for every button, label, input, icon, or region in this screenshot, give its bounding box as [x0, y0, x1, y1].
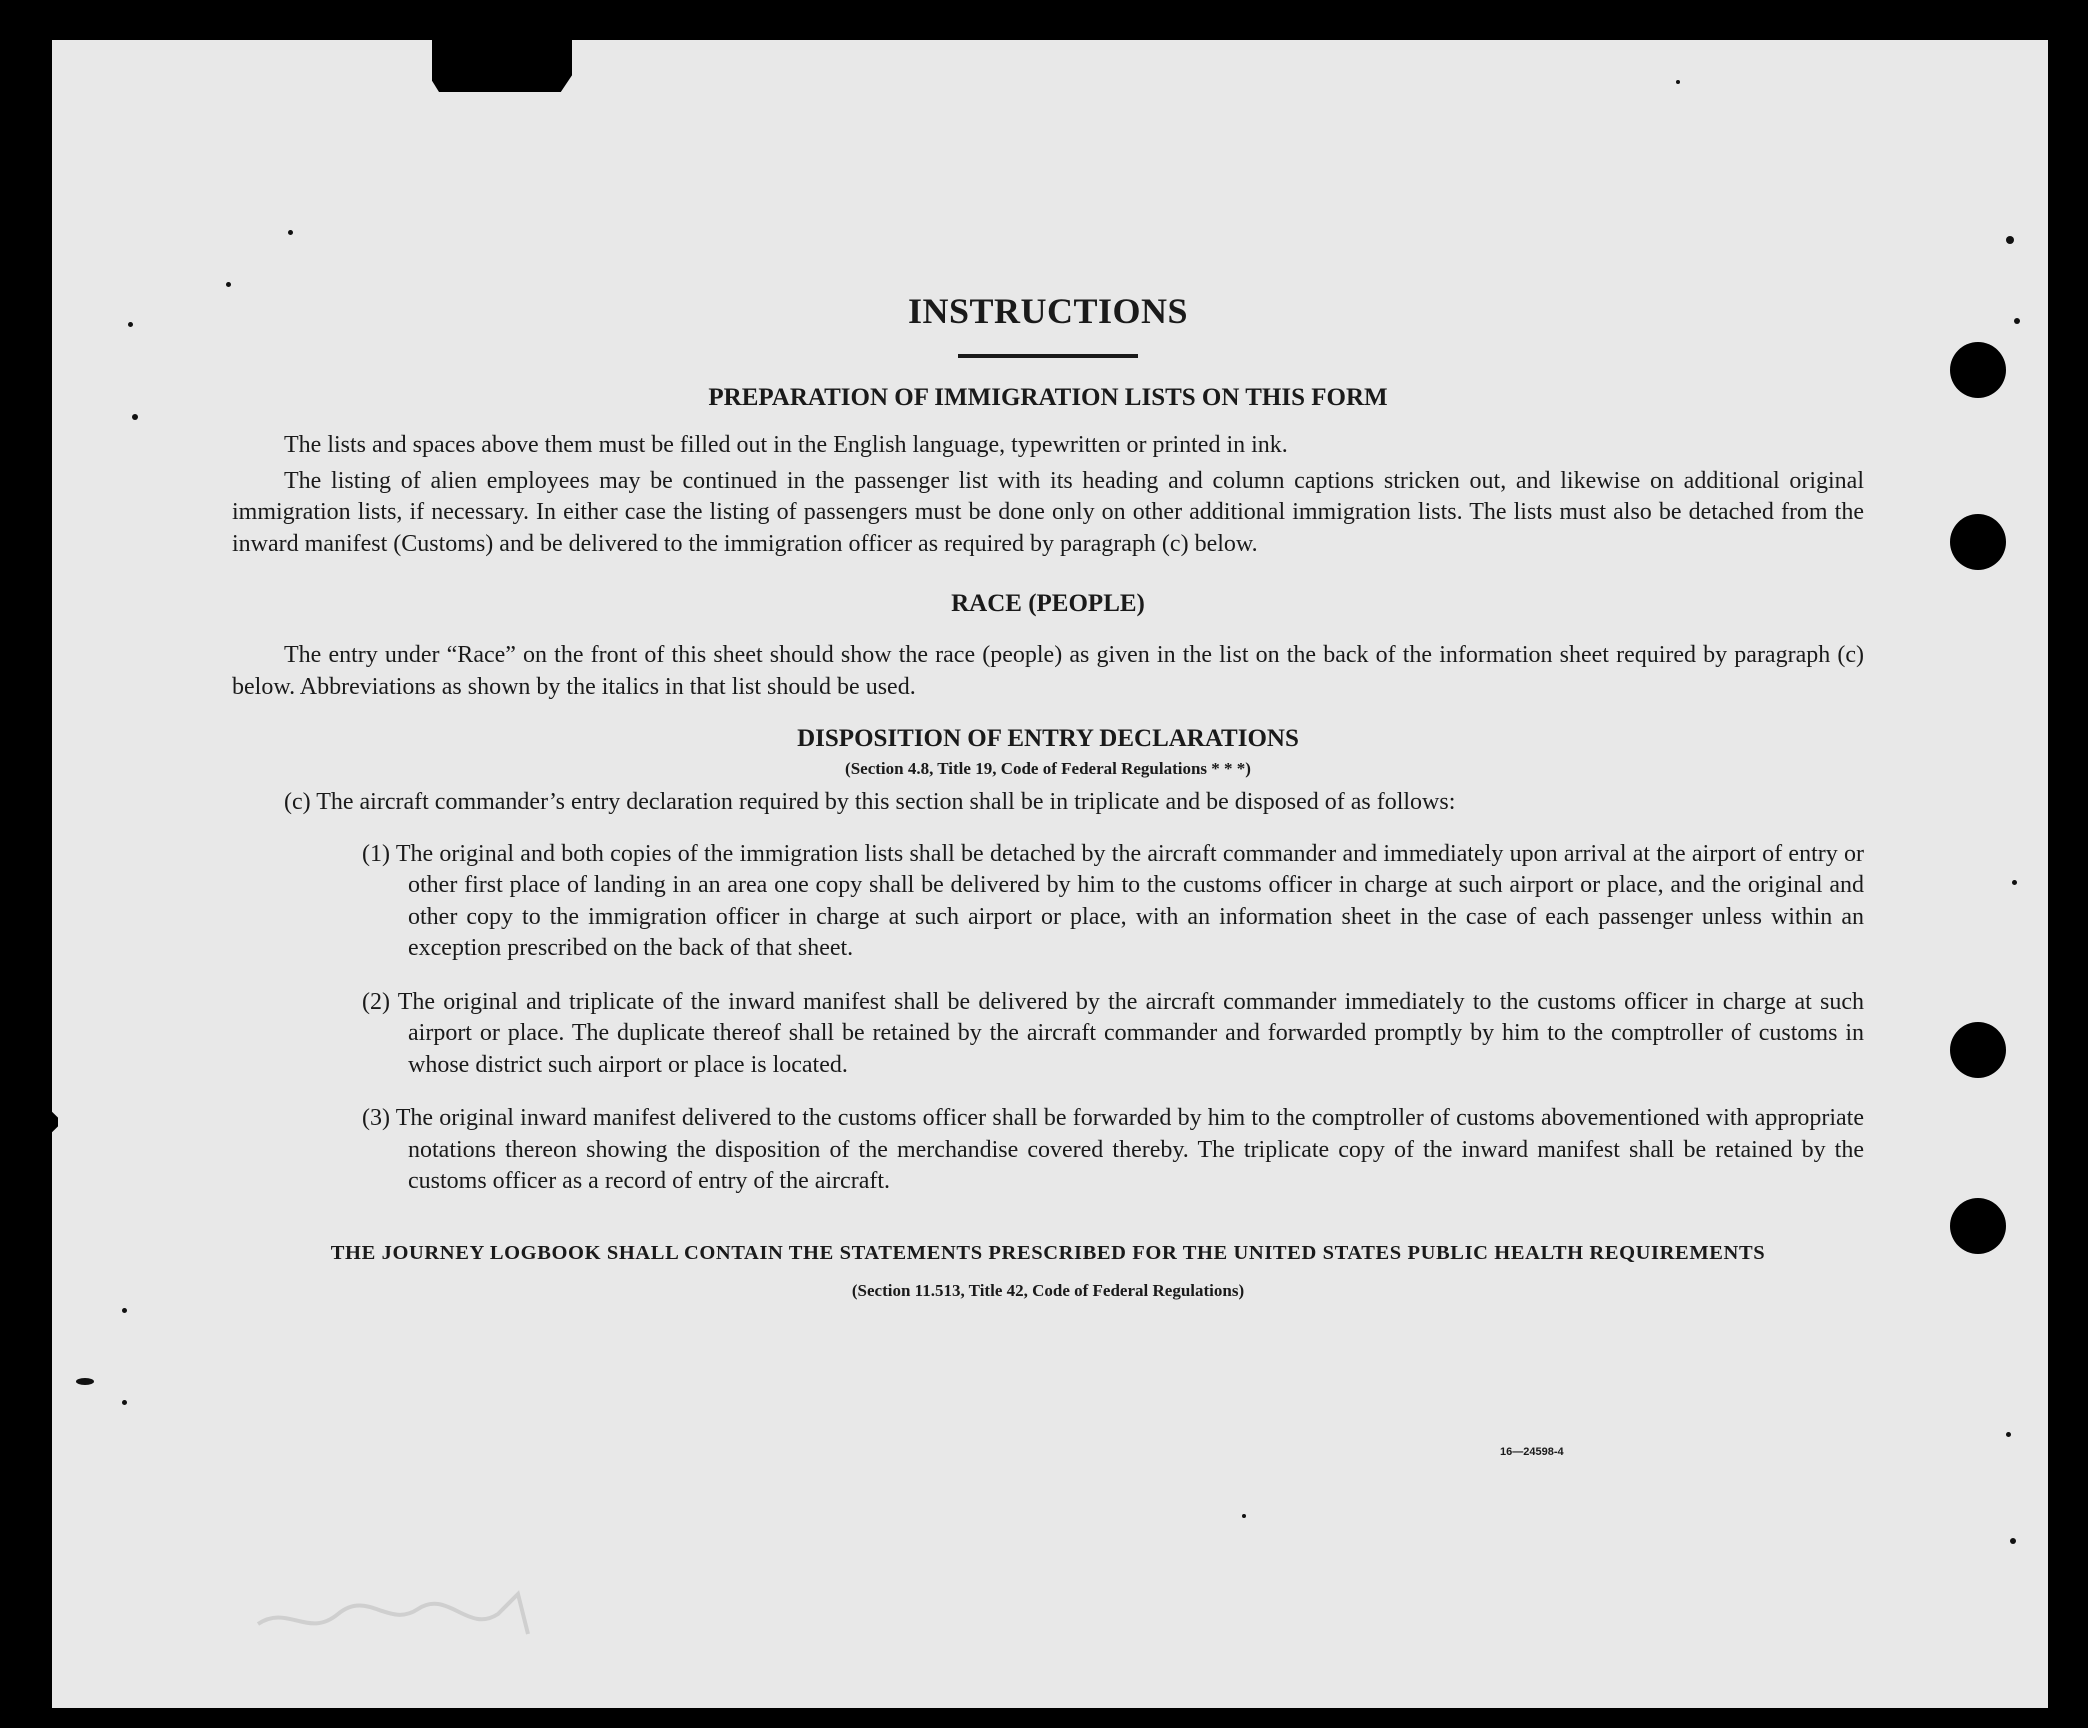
- scan-speck: [1242, 1514, 1246, 1518]
- preparation-paragraph-1: The lists and spaces above them must be filled out in the English language, typewritten or printed in ink.: [284, 432, 1288, 458]
- page-tear: [432, 36, 572, 92]
- scan-speck: [132, 414, 138, 420]
- disposition-item-1: (1) The original and both copies of the immigration lists shall be detached by the aircraft commander and immediately upon arrival at the airport of entry or other first place of landing in an area one copy shall be delivered by him to the customs officer in charge at such airport or place, and the original and other copy to the immigration officer in charge at such airport or place, with an information sheet in the case of each passenger unless within an exception prescribed on the back of that sheet.: [362, 840, 1864, 961]
- punch-hole: [1950, 1022, 2006, 1078]
- disposition-item-3: (3) The original inward manifest delivered to the customs officer shall be forwarded by him to the comptroller of customs abovementioned with appropriate notations thereon showing the disposition of the merchandise covered thereby. The triplicate copy of the inward manifest shall be retained by the customs officer as a record of entry of the aircraft.: [362, 1105, 1864, 1194]
- footer-citation: (Section 11.513, Title 42, Code of Federal Regulations): [851, 1281, 1245, 1300]
- scan-speck: [288, 230, 293, 235]
- scan-speck: [2010, 1538, 2016, 1544]
- scan-speck: [76, 1378, 94, 1385]
- scan-speck: [2006, 1432, 2011, 1437]
- title-rule: [958, 354, 1138, 358]
- disposition-citation: (Section 4.8, Title 19, Code of Federal Regulations * * *): [845, 759, 1251, 778]
- section-heading-disposition: DISPOSITION OF ENTRY DECLARATIONS: [797, 725, 1299, 752]
- scan-speck: [1676, 80, 1680, 84]
- scan-speck: [2006, 236, 2014, 244]
- instructions-body: [232, 290, 1864, 1307]
- section-heading-race: RACE (PEOPLE): [951, 590, 1145, 617]
- scan-speck: [226, 282, 231, 287]
- scan-speck: [122, 1308, 127, 1313]
- section-heading-preparation: PREPARATION OF IMMIGRATION LISTS ON THIS FORM: [708, 384, 1388, 411]
- punch-hole: [1950, 514, 2006, 570]
- faint-signature: [248, 1584, 578, 1644]
- footer-statement: THE JOURNEY LOGBOOK SHALL CONTAIN THE STATEMENTS PRESCRIBED FOR THE UNITED STATES PUBLIC HEALTH REQUIREMENTS: [330, 1241, 1766, 1264]
- scan-speck: [128, 322, 133, 327]
- scan-speck: [122, 1400, 127, 1405]
- scan-speck: [2012, 880, 2017, 885]
- disposition-intro: (c) The aircraft commander’s entry declaration required by this section shall be in triplicate and be disposed of as follows:: [284, 789, 1456, 815]
- punch-hole: [1950, 1198, 2006, 1254]
- form-number: 16—24598-4: [1500, 1446, 1564, 1458]
- disposition-item-2: (2) The original and triplicate of the inward manifest shall be delivered by the aircraft commander immediately to the customs officer in charge at such airport or place. The duplicate thereof shall be retained by the aircraft commander and forwarded promptly by him to the comptroller of customs in whose district such airport or place is located.: [362, 988, 1864, 1078]
- punch-hole: [1950, 342, 2006, 398]
- race-paragraph: The entry under “Race” on the front of this sheet should show the race (people) as given in the list on the back of the information sheet required by paragraph (c) below. Abbreviations as shown by the italics in that list should be used.: [232, 642, 1864, 700]
- scan-speck: [2014, 318, 2020, 324]
- page-title: INSTRUCTIONS: [907, 291, 1189, 331]
- preparation-paragraph-2: The listing of alien employees may be continued in the passenger list with its heading and column captions stricken out, and likewise on additional original immigration lists, if necessary. In either case the listing of passengers must be done only on other additional immigration lists. The lists must also be detached from the inward manifest (Customs) and be delivered to the immigration officer as required by paragraph (c) below.: [232, 467, 1864, 557]
